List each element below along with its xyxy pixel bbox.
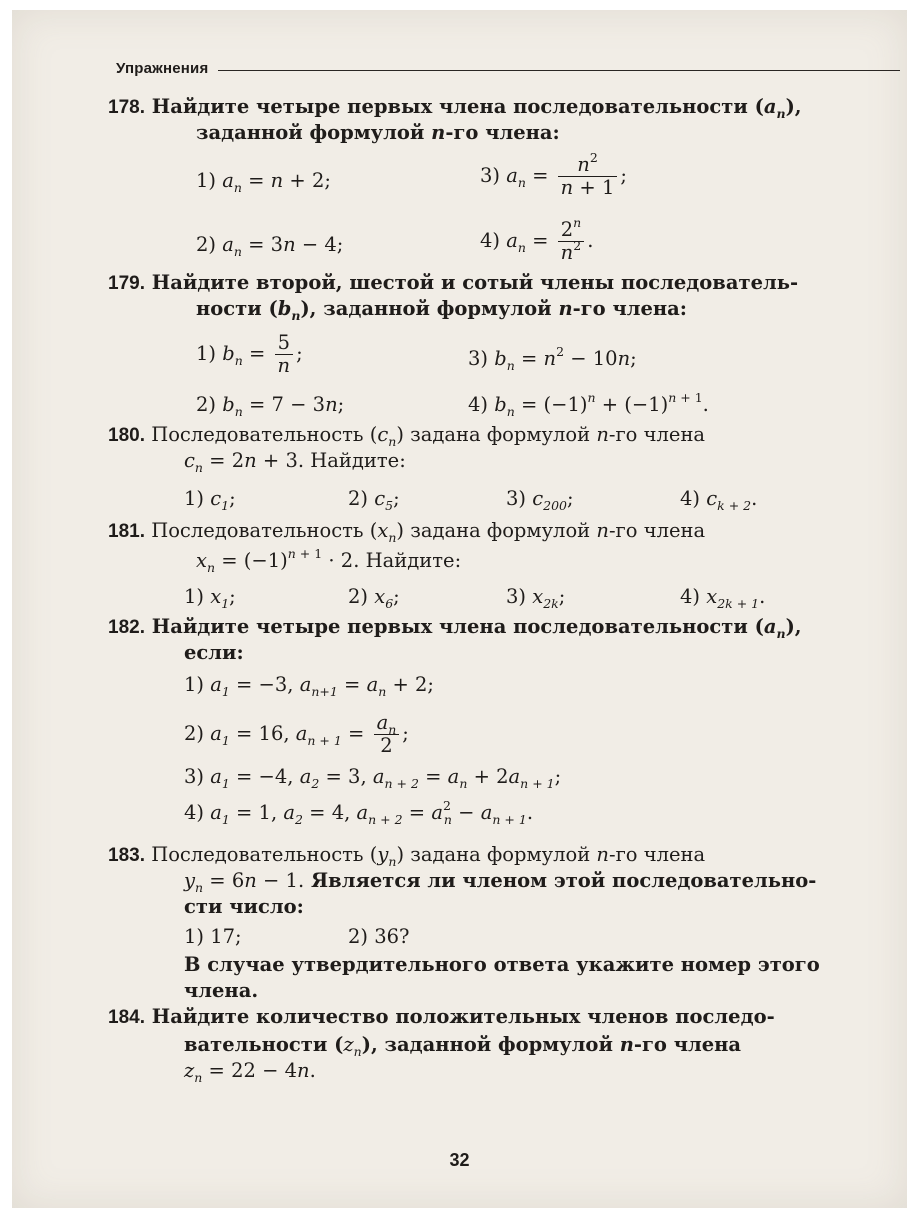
item-3: 3) $c_{200}$; [506,487,574,513]
page-number: 32 [449,1150,470,1170]
option-1: 1) 17; [184,925,242,948]
item-4: 4) $a_n$ = $\frac{2^n}{n^2}$ . [480,215,594,264]
item-1: 1) $a_n = n + 2$; [196,169,331,195]
section-header [116,60,900,77]
item-1: 1) $a_1 = -3$, $a_{n+1} = a_n + 2$; [184,673,434,699]
item-2: 2) $x_6$; [348,585,400,611]
item-2: 2) $a_1 = 16$, $a_{n + 1}$ = $\frac{a_n}{2}$ ; [184,711,409,757]
item-4: 4) $c_{k + 2}$. [680,487,758,513]
option-2: 2) 36? [348,925,410,948]
item-1: 1) $c_1$; [184,487,236,513]
exercise-text: заданной формулой [196,121,432,144]
exercise-number: 180. [108,425,145,446]
exercise-text: Найдите четыре первых члена последовательности ( [151,95,764,118]
item-2: 2) $a_n = 3n - 4$; [196,233,344,259]
item-1: 1) $b_n$ = $\frac{5}{n}$ ; [196,331,303,377]
exercise-number: 184. [108,1007,145,1028]
header-rule [218,70,900,71]
item-1: 1) $x_1$; [184,585,236,611]
item-2: 2) $b_n = 7 - 3n$; [196,393,345,419]
item-3: 3) $x_{2k}$; [506,585,566,611]
exercise-number: 182. [108,617,145,638]
item-4: 4) $x_{2k + 1}$. [680,585,766,611]
item-4: 4) $b_n = (-1)^n + (-1)^{n + 1}$. [468,390,709,419]
exercise-number: 178. [108,97,145,118]
exercise-number: 181. [108,521,145,542]
item-2: 2) $c_5$; [348,487,400,513]
section-title: Упражнения [116,60,209,77]
exercise-number: 183. [108,845,145,866]
item-3: 3) $a_1 = -4$, $a_2 = 3$, $a_{n + 2} = a_n + 2a_{n + 1}$; [184,765,562,791]
textbook-page: Упражнения 178. Найдите четыре первых члена последовательности $(a_n)$, заданной формулой n-го члена: 1) $a_n = n + 2$; 3) $a_n$ = $\frac{n^2}{n + 1}$ ; 2) $a_n = 3n - 4$; 4) $a_n$ = $\frac{2^n}{n^2}$ . 179. Найдите второй, шестой и сотый члены последователь- ности $(b_n)$, заданной формулой n-го члена: 1) $b_n$ = $\frac{5}{n}$ ; 3) $b_n = n^2 - 10n$; 2) $b_n = 7 - 3n$; 4) $b_n = (-1)^n + (-1)^{n + 1}$. 180. Последовательность $(c_n)$ задана формулой n-го члена $c_n = 2n + 3$. Найдите: 1) $c_1$; 2) $c_5$; 3) $c_{200}$; 4) $c_{k + 2}$. 181. Последовательность $(x_n)$ задана формулой n-го члена $x_n = (-1)^{n + 1} \cdot 2$. Найдите: 1) $x_1$; 2) $x_6$; 3) $x_{2k}$; 4) $x_{2k + 1}$. 182. Найдите четыре первых члена последовательности $(a_n)$, если: 1) $a_1 = -3$, $a_{n+1} = a_n + 2$; 2) $a_1 = 16$, $a_{n + 1}$ = $\frac{a_n}{2}$ ; 3) $a_1 = -4$, $a_2 = 3$, $a_{n + 2} = a_n + 2a_{n + 1}$; 4) $a_1 = 1$, $a_2 = 4$, $a_{n + 2} = a^2_n - a_{n + 1}$. 183. Последовательность $(y_n)$ задана формулой n-го члена $y_n = 6n - 1$. Является ли членом этой последовательно- сти число: 1) 17; 2) 36? В случае утвердительного ответа укажите номер этого члена. 184. Найдите количество положительных членов последо- вательности $(z_n)$, заданной формулой n-го члена $z_n = 22 - 4n$. 32 [12,10,907,1208]
item-4: 4) $a_1 = 1$, $a_2 = 4$, $a_{n + 2} = a^2_n - a_{n + 1}$. [184,798,534,827]
exercise-number: 179. [108,273,145,294]
item-3: 3) $b_n = n^2 - 10n$; [468,344,637,373]
exercise-text: Найдите второй, шестой и сотый члены последователь- [151,271,799,294]
item-3: 3) $a_n$ = $\frac{n^2}{n + 1}$ ; [480,150,627,199]
